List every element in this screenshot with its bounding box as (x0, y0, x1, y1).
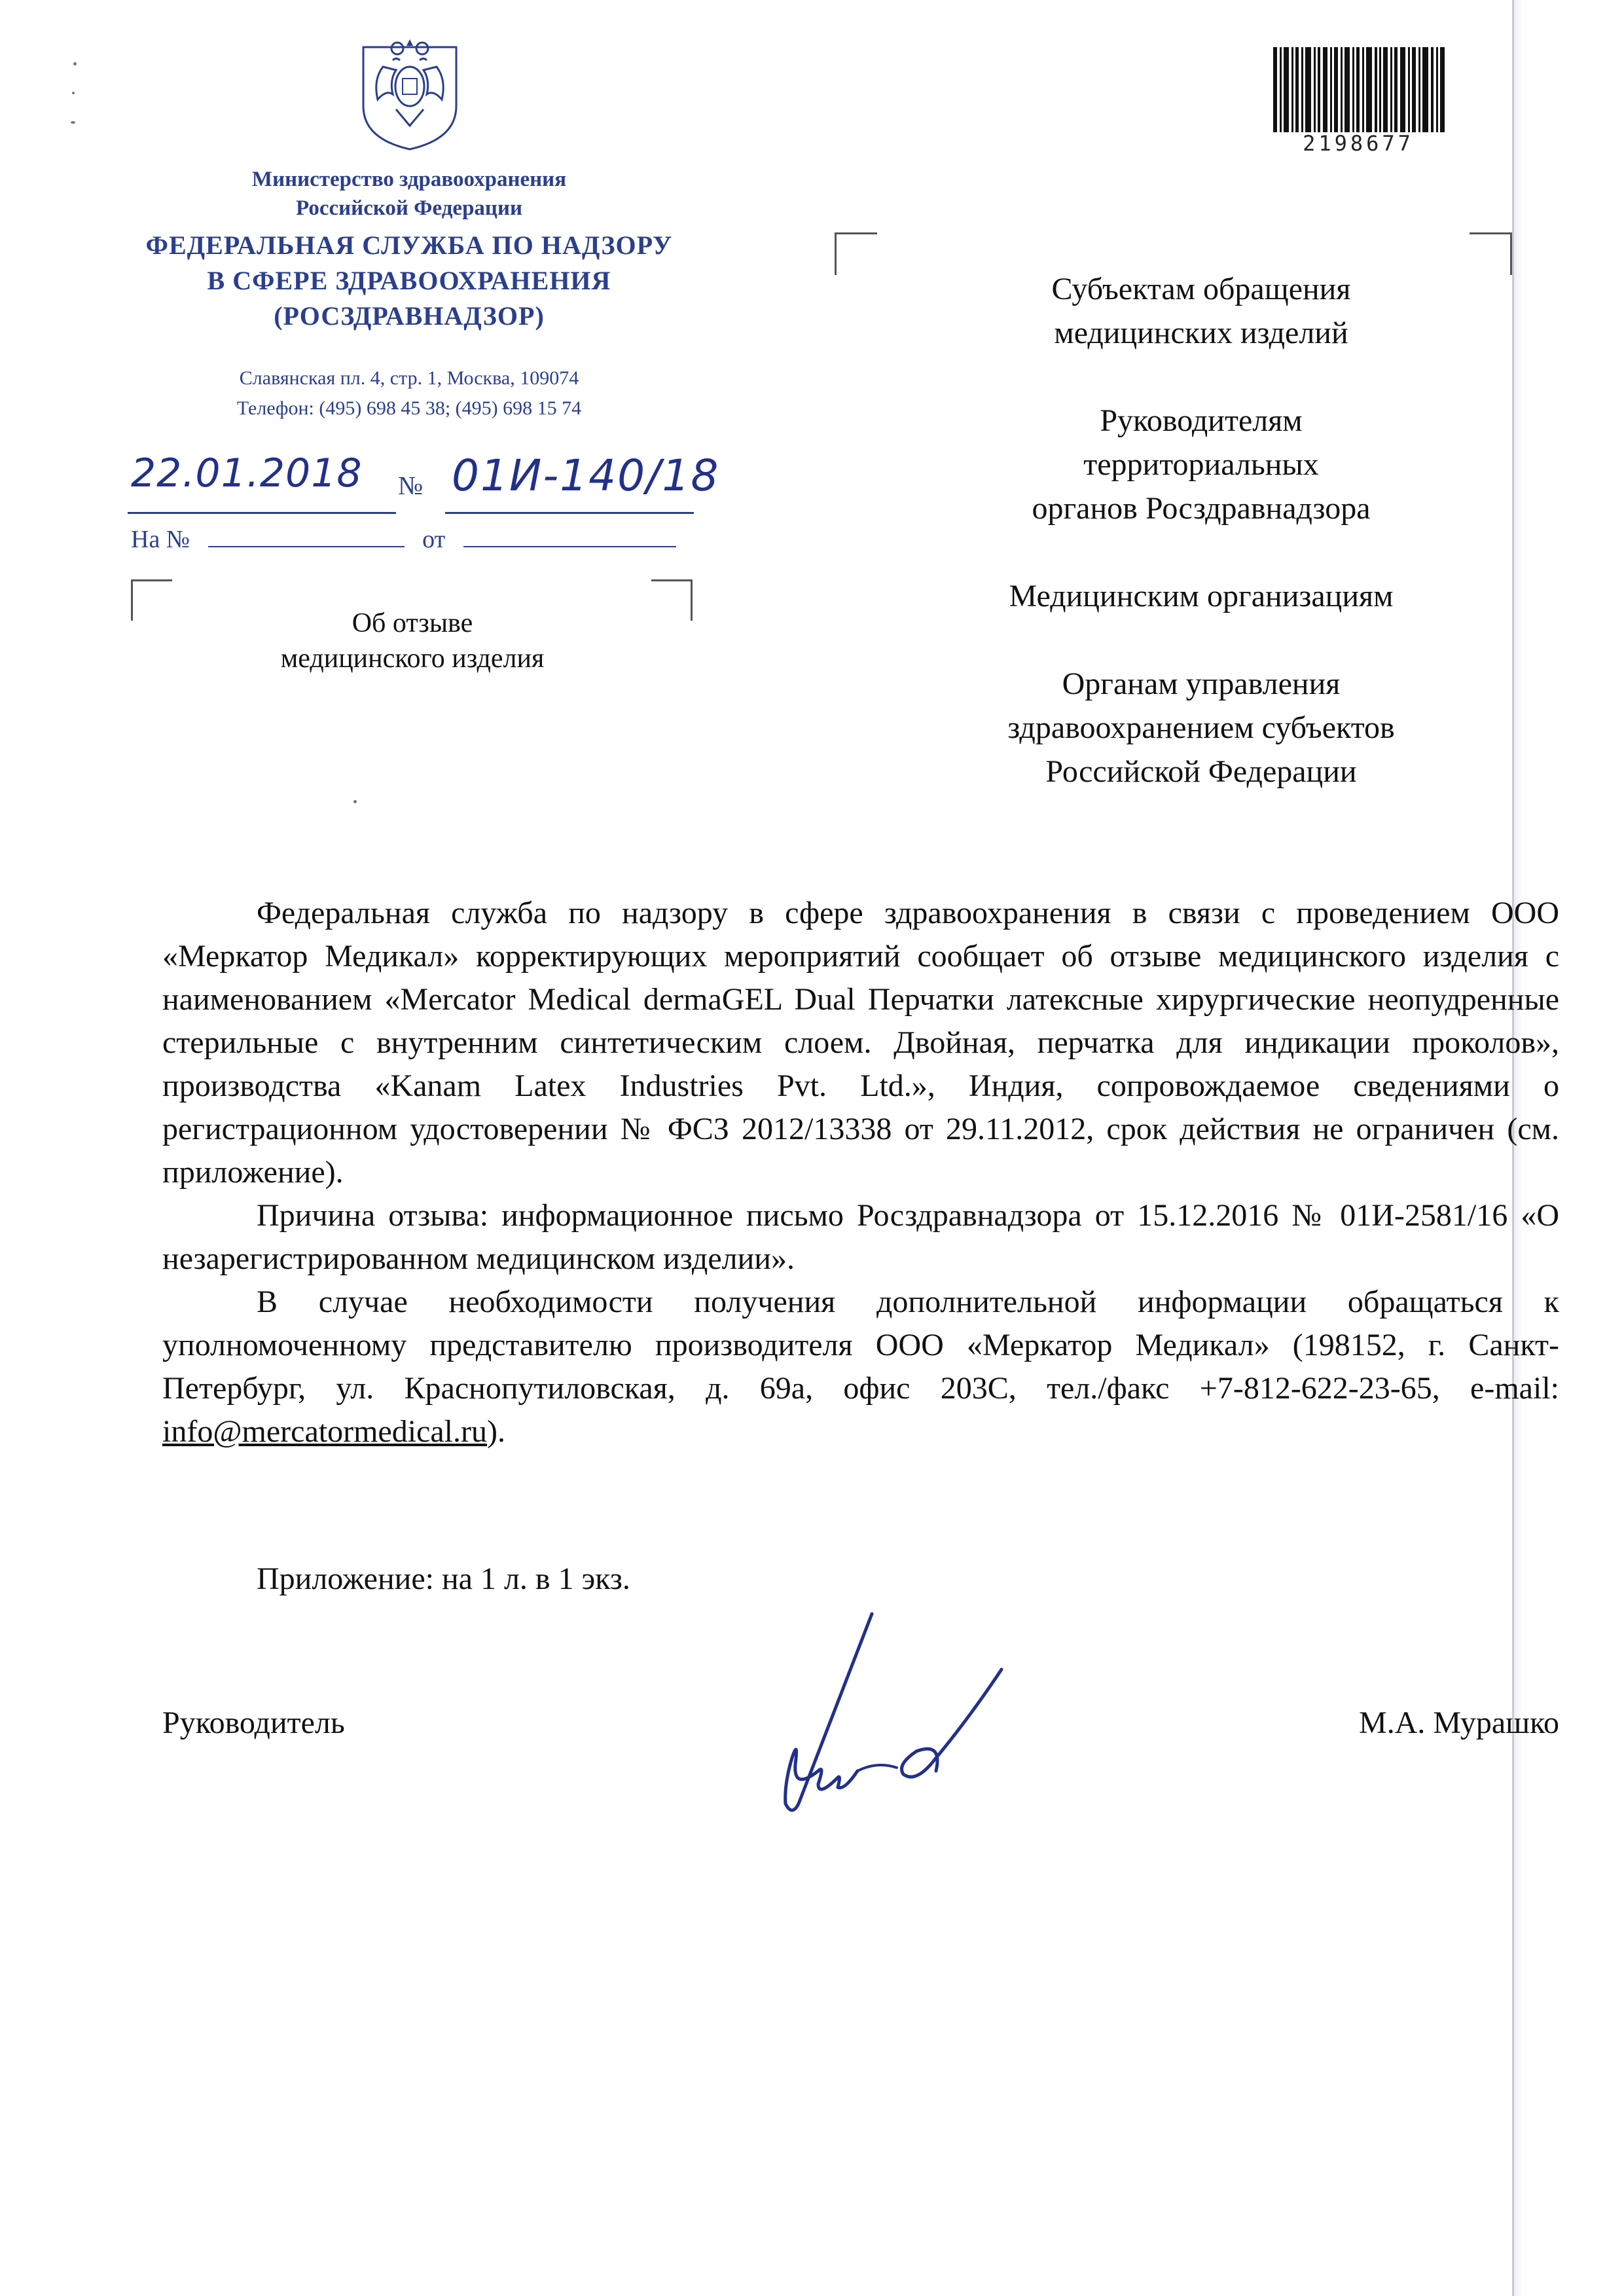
address-block (131, 363, 687, 424)
barcode (1273, 47, 1466, 132)
service-line-1: ФЕДЕРАЛЬНАЯ СЛУЖБА ПО НАДЗОРУ (145, 230, 673, 260)
addressee-item (943, 267, 1460, 355)
reference-number-blank (208, 524, 405, 547)
addressee-line: Медицинским организациям (1009, 579, 1394, 613)
body-paragraph-2: Причина отзыва: информационное письмо Росздравнадзора от 15.12.2016 № 01И-2581/16 «О незарегистрированном медицинском изделии». (162, 1198, 1559, 1276)
date-underline (128, 512, 396, 514)
addressee-line: Субъектам обращения (1051, 272, 1351, 306)
subject-bracket-left (131, 579, 172, 621)
ministry-name (131, 165, 687, 223)
signatory-name: М.А. Мурашко (1359, 1705, 1559, 1740)
addressee-line: Российской Федерации (1045, 754, 1357, 789)
ministry-line-1: Министерство здравоохранения (251, 168, 567, 191)
ministry-line-2: Российской Федерации (296, 196, 522, 220)
addressee-line: Органам управления (1062, 666, 1341, 701)
body-paragraph-3 (162, 1281, 1559, 1453)
letter-body (162, 892, 1559, 1453)
scan-speck (71, 121, 75, 124)
reference-from-label: от (422, 526, 446, 553)
letter-subject (216, 606, 609, 676)
addressee-bracket-right (1470, 232, 1512, 275)
reference-label: На № (131, 526, 190, 553)
barcode-number: 2198677 (1303, 131, 1414, 156)
subject-line-2: медицинского изделия (280, 644, 545, 674)
email-link[interactable]: info@mercatormedical.ru (162, 1414, 487, 1449)
reference-date-blank (463, 524, 676, 547)
attachment-note: Приложение: на 1 л. в 1 экз. (257, 1561, 630, 1596)
addressee-line: медицинских изделий (1054, 316, 1348, 350)
scan-speck (73, 62, 77, 65)
handwritten-signature (720, 1607, 1015, 1830)
body-paragraph-1: Федеральная служба по надзору в сфере здравоохранения в связи с проведением ООО «Меркатор Медикал» корректирующих мероприятий сообщает об отзыве медицинского изделия с наименованием «Mercator Medical dermaGEL Dual Перчатки латексные хирургические неопудренные стерильные с внутренним синтетическим слоем. Двойная, перчатка для индикации проколов», производства «Kanam Latex Industries Pvt. Ltd.», Индия, сопровождаемое сведениями о регистрационном удостоверении № ФСЗ 2012/13338 от 29.11.2012, срок действия не ограничен (см. приложение). (162, 896, 1559, 1190)
registration-number: 01И-140/18 (452, 450, 720, 501)
addressee-line: территориальных (1083, 447, 1319, 482)
phone-line: Телефон: (495) 698 45 38; (495) 698 15 74 (236, 397, 582, 419)
addressee-line: Руководителям (1100, 403, 1303, 438)
subject-line-1: Об отзыве (352, 608, 473, 638)
addressee-item (943, 574, 1460, 618)
scan-speck (353, 800, 357, 803)
coat-of-arms-emblem (357, 34, 463, 151)
body-paragraph-3-text: В случае необходимости получения дополнительной информации обращаться к уполномоченному представителю производителя ООО «Меркатор Медикал» (198152, г. Санкт-Петербург, ул. Краснопутиловская, д. 69а, офис 203С, тел./факс +7-812-622-23-65, e-mail: (162, 1285, 1559, 1406)
registration-number-sign: № (398, 471, 424, 500)
addressee-bracket-left (835, 232, 877, 275)
service-line-3: (РОСЗДРАВНАДЗОР) (274, 301, 545, 331)
signatory-title: Руководитель (162, 1705, 345, 1740)
addressee-item (943, 399, 1460, 530)
registration-date: 22.01.2018 (131, 450, 363, 496)
number-underline (445, 512, 694, 514)
address-line: Славянская пл. 4, стр. 1, Москва, 109074 (239, 367, 579, 389)
service-name (105, 228, 713, 334)
addressee-block (943, 267, 1460, 793)
addressee-line: здравоохранением субъектов (1007, 710, 1395, 745)
subject-bracket-right (651, 579, 693, 621)
body-paragraph-3-end: ). (486, 1414, 505, 1449)
reference-line (131, 524, 676, 554)
addressee-line: органов Росздравнадзора (1032, 491, 1371, 526)
scan-speck (72, 92, 75, 94)
addressee-item (943, 662, 1460, 793)
service-line-2: В СФЕРЕ ЗДРАВООХРАНЕНИЯ (207, 266, 611, 295)
